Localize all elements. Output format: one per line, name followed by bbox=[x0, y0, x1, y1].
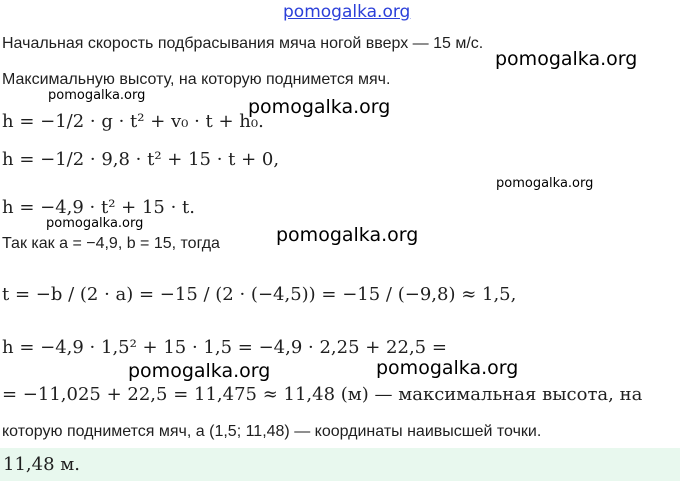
watermark: pomogalka.org bbox=[276, 224, 419, 246]
watermark: pomogalka.org bbox=[48, 88, 146, 103]
watermark: pomogalka.org bbox=[496, 176, 594, 191]
watermark: pomogalka.org bbox=[248, 96, 391, 118]
question-line: Максимальную высоту, на которую поднимется мяч. bbox=[2, 71, 391, 88]
watermark: pomogalka.org bbox=[495, 48, 638, 70]
formula-substituted: h = −1/2 · 9,8 · t² + 15 · t + 0, bbox=[2, 149, 280, 170]
answer-box bbox=[0, 448, 680, 481]
coefficients-line: Так как a = −4,9, b = 15, тогда bbox=[2, 235, 220, 252]
watermark-top[interactable]: pomogalka.org bbox=[283, 2, 411, 22]
answer-value: 11,48 м. bbox=[3, 454, 80, 475]
watermark: pomogalka.org bbox=[46, 216, 144, 231]
conclusion-line: которую поднимется мяч, а (1,5; 11,48) — координаты наивысшей точки. bbox=[2, 423, 542, 440]
formula-height-result: = −11,025 + 22,5 = 11,475 ≈ 11,48 (м) — максимальная высота, на bbox=[2, 384, 643, 405]
formula-general: h = −1/2 · g · t² + v₀ · t + h₀. bbox=[2, 111, 264, 132]
formula-simplified: h = −4,9 · t² + 15 · t. bbox=[2, 197, 195, 218]
watermark: pomogalka.org bbox=[128, 360, 271, 382]
formula-vertex-time: t = −b / (2 · a) = −15 / (2 · (−4,5)) = −15 / (−9,8) ≈ 1,5, bbox=[2, 284, 517, 305]
formula-height-calc: h = −4,9 · 1,5² + 15 · 1,5 = −4,9 · 2,25 + 22,5 = bbox=[2, 337, 447, 358]
watermark: pomogalka.org bbox=[376, 357, 519, 379]
problem-statement-line: Начальная скорость подбрасывания мяча ногой вверх — 15 м/с. bbox=[2, 35, 484, 52]
